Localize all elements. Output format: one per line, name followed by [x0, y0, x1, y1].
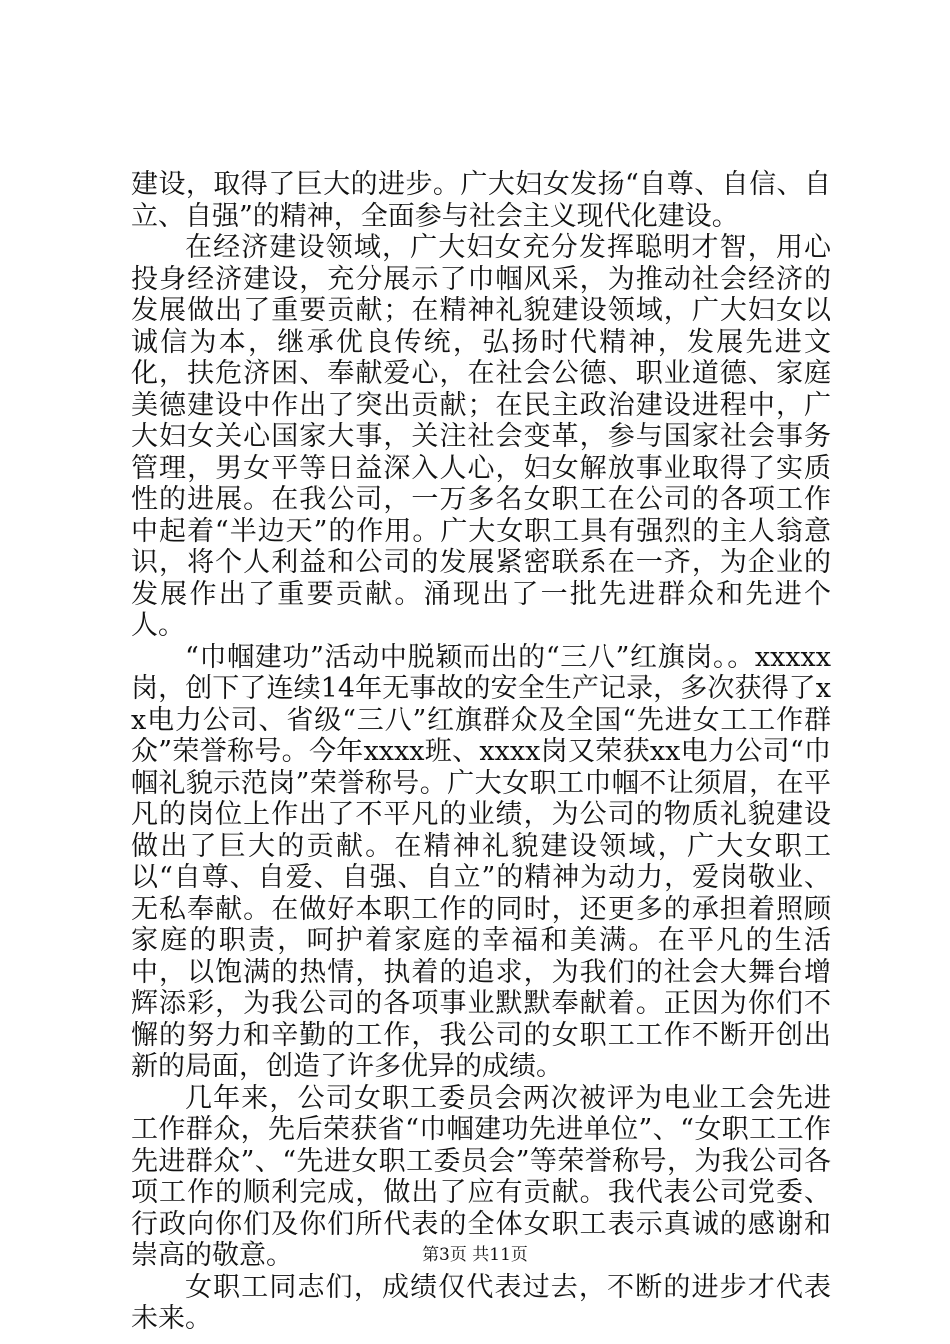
page-number-footer: 第3页 共11页: [422, 1245, 528, 1265]
paragraph-committee-honors: 几年来，公司女职工委员会两次被评为电业工会先进工作群众，先后荣获省“巾帼建功先进单位”、“女职工工作先进群众”、“先进女职工委员会”等荣誉称号，为我公司各项工作的顺利完成，做出了应有贡献。我代表公司党委、行政向你们及你们所代表的全体女职工表示真诚的感谢和崇高的敬意。: [131, 1082, 831, 1271]
paragraph-closing: 女职工同志们，成绩仅代表过去，不断的进步才代表未来。: [131, 1271, 831, 1334]
paragraph-economic-construction: 在经济建设领域，广大妇女充分发挥聪明才智，用心投身经济建设，充分展示了巾帼风采，为推动社会经济的发展做出了重要贡献；在精神礼貌建设领域，广大妇女以诚信为本，继承优良传统，弘扬时代精神，发展先进文化，扶危济困、奉献爱心，在社会公德、职业道德、家庭美德建设中作出了突出贡献；在民主政治建设进程中，广大妇女关心国家大事，关注社会变革，参与国家社会事务管理，男女平等日益深入人心，妇女解放事业取得了实质性的进展。在我公司，一万多名女职工在公司的各项工作中起着“半边天”的作用。广大女职工具有强烈的主人翁意识，将个人利益和公司的发展紧密联系在一齐，为企业的发展作出了重要贡献。涌现出了一批先进群众和先进个人。: [131, 232, 831, 641]
paragraph-continuation: 建设，取得了巨大的进步。广大妇女发扬“自尊、自信、自立、自强”的精神，全面参与社会主义现代化建设。: [131, 169, 831, 232]
paragraph-red-flag-post: “巾帼建功”活动中脱颖而出的“三八”红旗岗。。xxxxx岗，创下了连续14年无事故的安全生产记录，多次获得了xx电力公司、省级“三八”红旗群众及全国“先进女工工作群众”荣誉称号。今年xxxx班、xxxx岗又荣获xx电力公司“巾帼礼貌示范岗”荣誉称号。广大女职工巾帼不让须眉，在平凡的岗位上作出了不平凡的业绩，为公司的物质礼貌建设做出了巨大的贡献。在精神礼貌建设领域，广大女职工以“自尊、自爱、自强、自立”的精神为动力，爱岗敬业、无私奉献。在做好本职工作的同时，还更多的承担着照顾家庭的职责，呵护着家庭的幸福和美满。在平凡的生活中，以饱满的热情，执着的追求，为我们的社会大舞台增辉添彩，为我公司的各项事业默默奉献着。正因为你们不懈的努力和辛勤的工作，我公司的女职工工作不断开创出新的局面，创造了许多优异的成绩。: [131, 641, 831, 1082]
document-body: [131, 169, 831, 1335]
